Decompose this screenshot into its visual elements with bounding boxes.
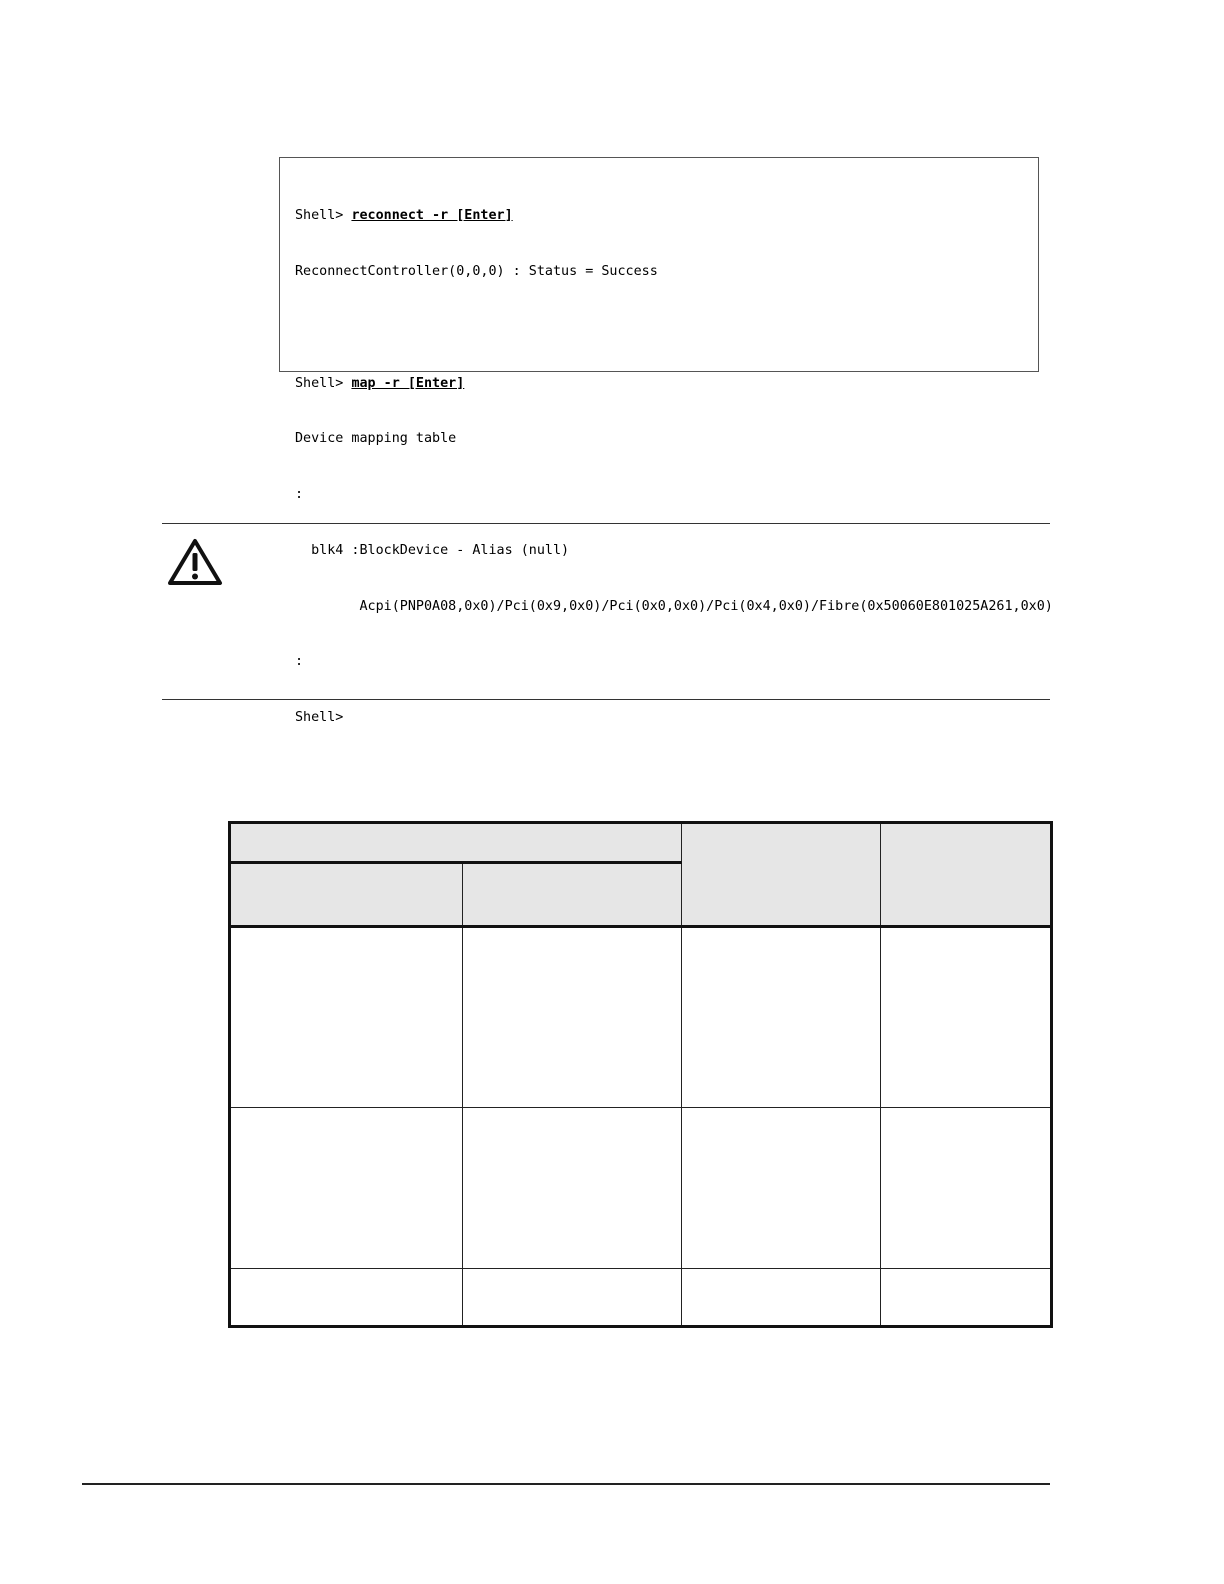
- table-row: [230, 927, 1052, 1108]
- table-header-col4: [881, 823, 1052, 927]
- table-cell: [463, 1107, 682, 1268]
- console-line-3: [295, 319, 1024, 338]
- warning-bottom-rule: [162, 699, 1050, 700]
- table-cell: [881, 927, 1052, 1108]
- console-command: reconnect -r [Enter]: [351, 208, 513, 224]
- table-cell: [230, 1107, 463, 1268]
- table-cell: [463, 1268, 682, 1326]
- console-line-7: blk4 :BlockDevice - Alias (null): [295, 542, 570, 558]
- console-line-1: Shell> reconnect -r [Enter]: [295, 208, 513, 224]
- console-line-9: :: [295, 654, 304, 670]
- table-cell: [230, 1268, 463, 1326]
- table-header-col2: [463, 863, 682, 927]
- table-cell: [682, 927, 881, 1108]
- warning-top-rule: [162, 523, 1050, 524]
- table-header-group: [230, 823, 682, 863]
- footer-rule: [82, 1483, 1050, 1485]
- table-cell: [682, 1107, 881, 1268]
- console-line-2: ReconnectController(0,0,0) : Status = Success: [295, 263, 658, 279]
- console-line-6: :: [295, 487, 304, 503]
- table-cell: [463, 927, 682, 1108]
- table-cell: [230, 927, 463, 1108]
- table-cell: [682, 1268, 881, 1326]
- console-output: [279, 157, 1053, 726]
- warning-triangle-icon: [166, 537, 224, 587]
- console-line-10: Shell>: [295, 710, 344, 726]
- table-row: [230, 1268, 1052, 1326]
- console-line-4: Shell> map -r [Enter]: [295, 375, 465, 391]
- table-cell: [881, 1268, 1052, 1326]
- table-header-col3: [682, 823, 881, 927]
- console-command: map -r [Enter]: [351, 375, 465, 391]
- table-header-col1: [230, 863, 463, 927]
- table-row: [230, 1107, 1052, 1268]
- table-cell: [881, 1107, 1052, 1268]
- spec-table: [228, 821, 1053, 1328]
- console-line-8: Acpi(PNP0A08,0x0)/Pci(0x9,0x0)/Pci(0x0,0x0)/Pci(0x4,0x0)/Fibre(0x50060E801025A261,0x0): [295, 598, 1053, 614]
- console-line-5: Device mapping table: [295, 431, 457, 447]
